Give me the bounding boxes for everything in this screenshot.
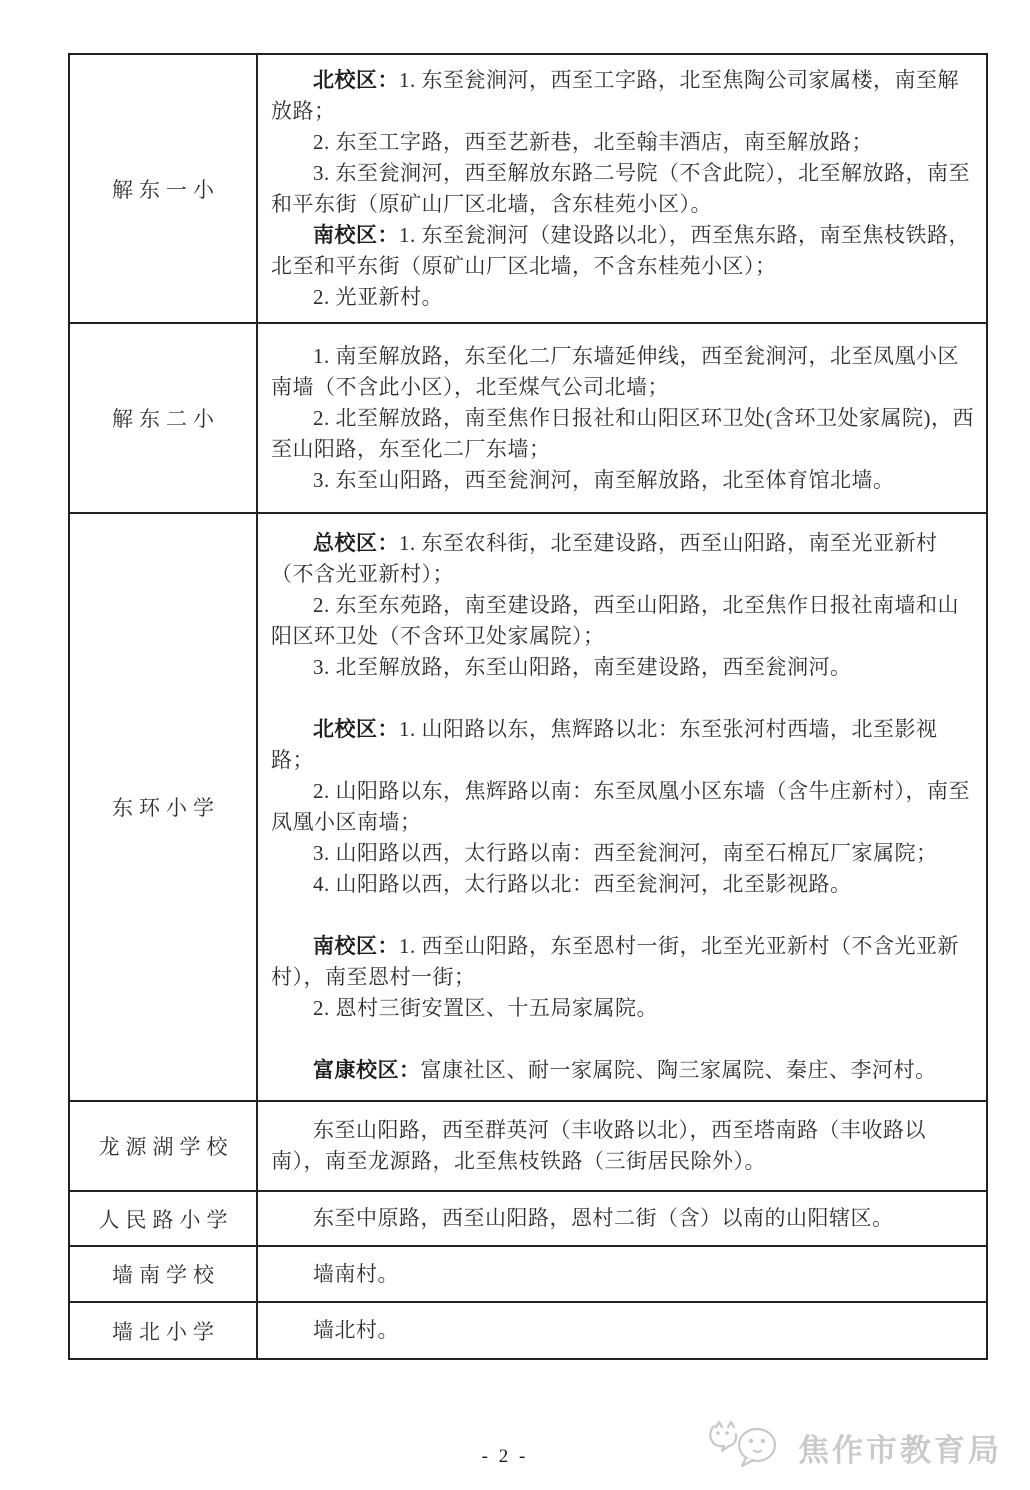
district-text: 1. 东至瓮涧河（建设路以北），西至焦东路，南至焦枝铁路，北至和平东街（原矿山厂区北墙，不含东桂苑小区）； [271, 222, 970, 278]
page-number: - 2 - [481, 1446, 529, 1467]
district-text: 2. 北至解放路，南至焦作日报社和山阳区环卫处(含环卫处家属院)，西至山阳路，东至化二厂东墙； [271, 405, 974, 461]
district-text: 3. 东至瓮涧河，西至解放东路二号院（不含此院），北至解放路，南至和平东街（原矿山厂区北墙，含东桂苑小区）。 [271, 160, 970, 216]
district-text: 2. 恩村三街安置区、十五局家属院。 [313, 996, 658, 1020]
school-name-cell: 墙北小学 [69, 1302, 257, 1359]
district-text: 4. 山阳路以西，太行路以北：西至瓮涧河，北至影视路。 [313, 872, 852, 896]
district-description-cell [257, 1101, 987, 1191]
district-paragraph [271, 1055, 976, 1086]
district-paragraph [271, 993, 976, 1024]
district-paragraph [271, 714, 976, 776]
district-description-cell [257, 1191, 987, 1246]
campus-label: 北校区： [313, 717, 399, 741]
school-name-cell: 人民路小学 [69, 1191, 257, 1246]
district-paragraph [271, 127, 976, 158]
district-paragraph [271, 1259, 976, 1290]
district-text: 富康社区、耐一家属院、陶三家属院、秦庄、李河村。 [420, 1058, 937, 1082]
table-row [69, 1246, 987, 1302]
district-paragraph [271, 465, 976, 496]
watermark [706, 1418, 1002, 1476]
district-text: 东至山阳路，西至群英河（丰收路以北），西至塔南路（丰收路以南），南至龙源路，北至焦枝铁路（三街居民除外）。 [271, 1118, 926, 1173]
school-name-cell: 墙南学校 [69, 1246, 257, 1302]
school-name-cell: 龙源湖学校 [69, 1101, 257, 1191]
campus-label: 总校区： [313, 531, 399, 555]
table-row [69, 323, 987, 513]
district-text: 2. 光亚新村。 [313, 284, 443, 309]
district-paragraph [271, 158, 976, 220]
district-text: 墙北村。 [313, 1318, 399, 1342]
district-text: 东至中原路，西至山阳路，恩村二街（含）以南的山阳辖区。 [313, 1206, 894, 1230]
campus-label: 富康校区： [313, 1058, 421, 1082]
school-name-cell: 解东一小 [69, 54, 257, 323]
district-text: 1. 东至瓮涧河，西至工字路，北至焦陶公司家属楼，南至解放路； [271, 67, 959, 123]
district-description-cell [257, 54, 987, 323]
district-text: 3. 山阳路以西，太行路以南：西至瓮涧河，南至石棉瓦厂家属院； [313, 841, 938, 865]
district-paragraph [271, 528, 976, 590]
district-text: 3. 东至山阳路，西至瓮涧河，南至解放路，北至体育馆北墙。 [313, 467, 895, 492]
district-text: 墙南村。 [313, 1261, 399, 1286]
district-paragraph [271, 776, 976, 838]
district-description-cell [257, 1302, 987, 1359]
district-paragraph [271, 1115, 976, 1177]
table-row [69, 1191, 987, 1246]
campus-label: 南校区： [313, 222, 399, 247]
school-district-table [68, 53, 988, 1360]
school-district-table-body [69, 54, 987, 1359]
district-paragraph [271, 869, 976, 900]
district-description-cell [257, 323, 987, 513]
district-paragraph [271, 282, 976, 313]
district-paragraph [271, 1315, 976, 1346]
district-paragraph [271, 931, 976, 993]
district-paragraph [271, 838, 976, 869]
district-text: 1. 东至农科街，北至建设路，西至山阳路，南至光亚新村（不含光亚新村）； [271, 531, 938, 586]
district-paragraph [271, 1203, 976, 1234]
wechat-mascot-icon [706, 1418, 792, 1476]
watermark-text: 焦作市教育局 [798, 1432, 1002, 1468]
district-text: 2. 山阳路以东，焦辉路以南：东至凤凰小区东墙（含牛庄新村），南至凤凰小区南墙； [271, 779, 970, 834]
district-paragraph [271, 652, 976, 683]
district-text: 2. 东至东苑路，南至建设路，西至山阳路，北至焦作日报社南墙和山阳区环卫处（不含环卫处家属院）； [271, 593, 959, 648]
district-text: 1. 山阳路以东，焦辉路以北：东至张河村西墙，北至影视路； [271, 717, 938, 772]
table-row [69, 1302, 987, 1359]
district-text: 1. 西至山阳路，东至恩村一街，北至光亚新村（不含光亚新村），南至恩村一街； [271, 934, 959, 989]
district-paragraph [271, 220, 976, 282]
district-description-cell [257, 1246, 987, 1302]
school-name-cell: 解东二小 [69, 323, 257, 513]
school-name-cell: 东环小学 [69, 513, 257, 1101]
table-row [69, 54, 987, 323]
district-description-cell [257, 513, 987, 1101]
district-paragraph [271, 590, 976, 652]
campus-label: 南校区： [313, 934, 399, 958]
table-row [69, 513, 987, 1101]
campus-label: 北校区： [313, 67, 399, 92]
table-row [69, 1101, 987, 1191]
district-paragraph [271, 65, 976, 127]
district-text: 1. 南至解放路，东至化二厂东墙延伸线，西至瓮涧河，北至凤凰小区南墙（不含此小区），北至煤气公司北墙； [271, 343, 959, 399]
district-text: 2. 东至工字路，西至艺新巷，北至翰丰酒店，南至解放路； [313, 129, 873, 154]
district-paragraph [271, 403, 976, 465]
district-paragraph [271, 341, 976, 403]
district-text: 3. 北至解放路，东至山阳路，南至建设路，西至瓮涧河。 [313, 655, 852, 679]
